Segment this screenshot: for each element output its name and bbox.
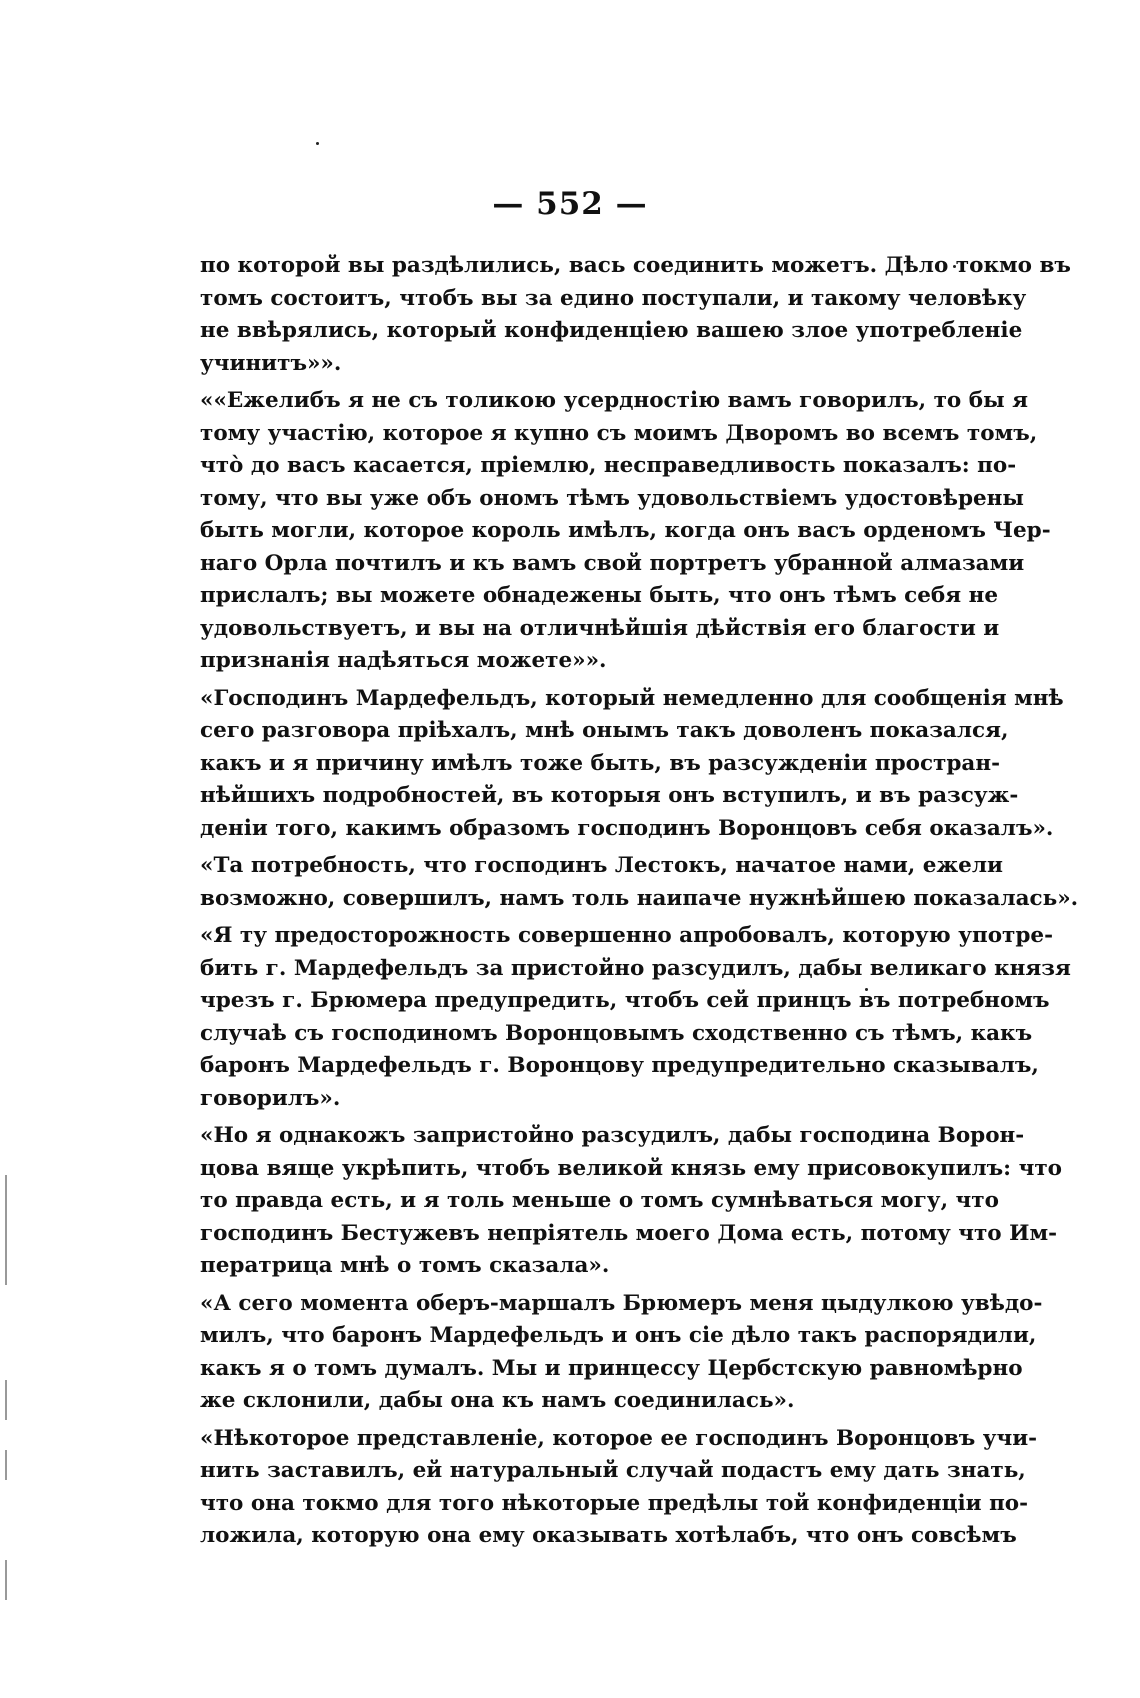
text-line: томъ состоитъ, чтобъ вы за едино поступали, и такому человѣку xyxy=(200,285,1027,311)
text-line: удовольствуетъ, и вы на отличнѣйшія дѣйствія его благости и xyxy=(200,615,1000,641)
text-line: «Та потребность, что господинъ Лестокъ, начатое нами, ежели xyxy=(200,853,1003,878)
text-line: чрезъ г. Брюмера предупредить, чтобъ сей принцъ въ потребномъ xyxy=(200,988,1050,1013)
text-line: то правда есть, и я толь меньше о томъ сумнѣваться могу, что xyxy=(200,1188,999,1213)
text-line: деніи того, какимъ образомъ господинъ Воронцовъ себя оказалъ». xyxy=(200,815,1054,841)
text-line: сего разговора пріѣхалъ, мнѣ онымъ такъ доволенъ показался, xyxy=(200,718,1009,743)
text-line: возможно, совершилъ, намъ толь наипаче нужнѣйшею показалась». xyxy=(200,885,1079,911)
text-line: цова вяще укрѣпить, чтобъ великой князь ему присовокупилъ: что xyxy=(200,1155,1062,1181)
body-text xyxy=(200,250,1079,1558)
text-line: по которой вы раздѣлились, вась соединить можетъ. Дѣло токмо въ xyxy=(200,253,1071,278)
text-line: быть могли, которое король имѣлъ, когда онъ васъ орденомъ Чер- xyxy=(200,518,1051,543)
text-line: признанія надѣяться можете»». xyxy=(200,648,607,673)
text-line: милъ, что баронъ Мардефельдъ и онъ сіе дѣло такъ распорядили, xyxy=(200,1323,1037,1348)
text-line: ператрица мнѣ о томъ сказала». xyxy=(200,1253,610,1278)
text-line: «Господинъ Мардефельдъ, который немедленно для сообщенія мнѣ xyxy=(200,685,1064,711)
paragraph xyxy=(200,920,1071,1115)
text-line: ложила, которую она ему оказывать хотѣлабъ, что онъ совсѣмъ xyxy=(200,1523,1017,1548)
text-line: тому, что вы уже объ ономъ тѣмъ удовольствіемъ удостовѣрены xyxy=(200,485,1024,511)
text-line: тому участію, которое я купно съ моимъ Дворомъ во всемъ томъ, xyxy=(200,420,1038,446)
text-line: ««Ежелибъ я не съ толикою усердностію вамъ говорилъ, то бы я xyxy=(200,388,1028,413)
paragraph xyxy=(200,385,1051,678)
paragraph xyxy=(200,1120,1062,1283)
text-line: же склонили, дабы она къ намъ соединилась». xyxy=(200,1388,795,1413)
paragraph xyxy=(200,850,1079,915)
paragraph xyxy=(200,1423,1038,1553)
paragraph xyxy=(200,1288,1043,1418)
text-line: бить г. Мардефельдъ за пристойно разсудилъ, дабы великаго князя xyxy=(200,955,1071,981)
text-line: не ввѣрялись, который конфиденціею вашею злое употребленіе xyxy=(200,318,1023,343)
paragraph xyxy=(200,250,1071,380)
text-line: «Нѣкоторое представленіе, которое ее господинъ Воронцовъ учи- xyxy=(200,1425,1038,1451)
text-line: какъ я о томъ думалъ. Мы и принцессу Цербстскую равномѣрно xyxy=(200,1355,1023,1381)
text-line: чтò до васъ касается, пріемлю, несправедливость показалъ: по- xyxy=(200,453,1017,478)
text-line: господинъ Бестужевъ непріятель моего Дома есть, потому что Им- xyxy=(200,1220,1058,1246)
text-line: баронъ Мардефельдъ г. Воронцову предупредительно сказывалъ, xyxy=(200,1053,1039,1078)
text-line: какъ и я причину имѣлъ тоже быть, въ разсужденіи простран- xyxy=(200,750,1000,776)
text-line: что она токмо для того нѣкоторые предѣлы той конфиденціи по- xyxy=(200,1490,1029,1516)
text-line: наго Орла почтилъ и къ вамъ свой портретъ убранной алмазами xyxy=(200,550,1025,576)
text-line: говорилъ». xyxy=(200,1085,341,1111)
paragraph xyxy=(200,683,1064,846)
text-line: учинитъ»». xyxy=(200,350,342,376)
scan-margin-marks xyxy=(0,0,14,1698)
text-line: «Я ту предосторожность совершенно апробовалъ, которую употре- xyxy=(200,923,1054,948)
text-line: случаѣ съ господиномъ Воронцовымъ сходственно съ тѣмъ, какъ xyxy=(200,1020,1033,1046)
text-line: нить заставилъ, ей натуральный случай подастъ ему дать знать, xyxy=(200,1458,1026,1483)
text-line: нѣйшихъ подробностей, въ которыя онъ вступилъ, и въ разсуж- xyxy=(200,783,1019,808)
text-line: прислалъ; вы можете обнадежены быть, что онъ тѣмъ себя не xyxy=(200,583,999,608)
scan-speck xyxy=(316,142,319,145)
text-line: «Но я однакожъ запристойно разсудилъ, дабы господина Ворон- xyxy=(200,1123,1025,1148)
text-line: «А сего момента оберъ-маршалъ Брюмеръ меня цыдулкою увѣдо- xyxy=(200,1290,1043,1316)
page-number: — 552 — xyxy=(492,186,648,222)
